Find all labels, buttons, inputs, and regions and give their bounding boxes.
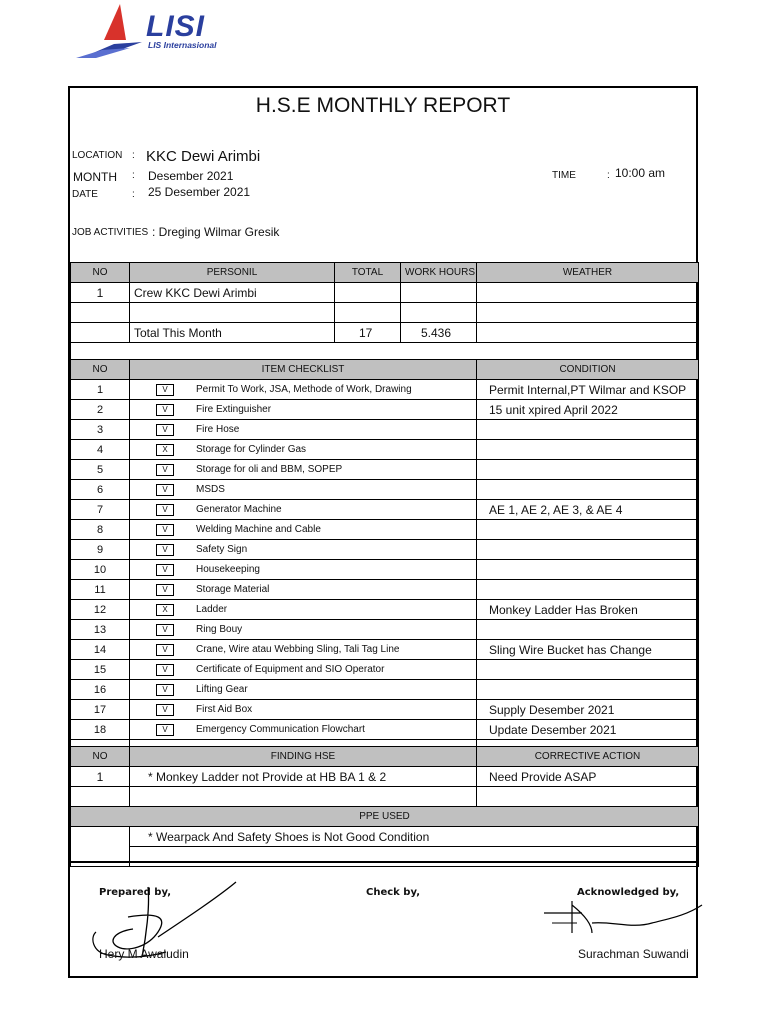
checklist-condition xyxy=(477,440,699,460)
cell: 1 xyxy=(71,767,130,787)
checklist-item-label: Ring Bouy xyxy=(196,624,243,636)
report-frame xyxy=(68,86,698,978)
checklist-no: 14 xyxy=(71,640,130,660)
date-label: DATE xyxy=(72,189,98,200)
table-row xyxy=(71,323,699,343)
check-mark-box: V xyxy=(156,704,174,716)
checklist-item-cell xyxy=(130,480,477,500)
report-title: H.S.E MONTHLY REPORT xyxy=(255,94,511,117)
checklist-row xyxy=(71,600,699,620)
checklist-item-cell xyxy=(130,640,477,660)
findings-header-row xyxy=(71,747,699,767)
check-mark-box: V xyxy=(156,564,174,576)
checklist-condition: Update Desember 2021 xyxy=(477,720,699,740)
logo-sail-icon xyxy=(74,2,154,60)
cell xyxy=(477,303,699,323)
checklist-item-cell xyxy=(130,540,477,560)
job-activities-value: : Dreging Wilmar Gresik xyxy=(152,225,280,239)
ppe-header: PPE USED xyxy=(71,807,699,827)
time-label: TIME xyxy=(552,170,576,181)
check-mark-box: V xyxy=(156,544,174,556)
checklist-condition xyxy=(477,680,699,700)
cell: 17 xyxy=(335,323,401,343)
personnel-table xyxy=(70,262,699,363)
checklist-item-label: Generator Machine xyxy=(196,504,282,516)
checklist-item-cell xyxy=(130,460,477,480)
checklist-no: 7 xyxy=(71,500,130,520)
cell xyxy=(401,283,477,303)
checklist-no: 1 xyxy=(71,380,130,400)
checklist-item-label: Certificate of Equipment and SIO Operator xyxy=(196,664,385,676)
checklist-condition: AE 1, AE 2, AE 3, & AE 4 xyxy=(477,500,699,520)
checklist-no: 15 xyxy=(71,660,130,680)
checklist-no: 9 xyxy=(71,540,130,560)
checklist-no: 8 xyxy=(71,520,130,540)
checklist-condition xyxy=(477,560,699,580)
checklist-item-label: Fire Extinguisher xyxy=(196,404,272,416)
checklist-item-label: Storage Material xyxy=(196,584,270,596)
checklist-item-cell xyxy=(130,440,477,460)
checklist-item-cell xyxy=(130,720,477,740)
checklist-item-cell xyxy=(130,620,477,640)
check-mark-box: V xyxy=(156,424,174,436)
checklist-no: 18 xyxy=(71,720,130,740)
checklist-table xyxy=(70,359,699,760)
checklist-item-label: MSDS xyxy=(196,484,225,496)
location-value: KKC Dewi Arimbi xyxy=(146,148,261,165)
col-header-no: NO xyxy=(71,360,130,380)
col-header-total: TOTAL xyxy=(335,263,401,283)
checklist-row xyxy=(71,620,699,640)
checklist-row xyxy=(71,680,699,700)
checklist-condition: Monkey Ladder Has Broken xyxy=(477,600,699,620)
checklist-item-label: Emergency Communication Flowchart xyxy=(196,724,365,736)
time-value: 10:00 am xyxy=(615,166,666,180)
checklist-row xyxy=(71,420,699,440)
checklist-no: 13 xyxy=(71,620,130,640)
checklist-condition xyxy=(477,660,699,680)
check-mark-box: V xyxy=(156,464,174,476)
checklist-item-label: Crane, Wire atau Webbing Sling, Tali Tag Line xyxy=(196,644,400,656)
job-activities-label: JOB ACTIVITIES xyxy=(72,227,149,238)
cell xyxy=(130,787,477,807)
checklist-no: 5 xyxy=(71,460,130,480)
checklist-condition xyxy=(477,580,699,600)
time-colon: : xyxy=(607,170,610,181)
col-header-no: NO xyxy=(71,747,130,767)
checklist-condition xyxy=(477,520,699,540)
checklist-no: 16 xyxy=(71,680,130,700)
checklist-item-cell xyxy=(130,420,477,440)
col-header-item-checklist: ITEM CHECKLIST xyxy=(130,360,477,380)
checklist-item-cell xyxy=(130,580,477,600)
checklist-item-cell xyxy=(130,520,477,540)
checklist-item-label: Lifting Gear xyxy=(196,684,248,696)
month-colon: : xyxy=(132,170,135,181)
prepared-by-label: Prepared by, xyxy=(99,887,172,898)
checklist-no: 6 xyxy=(71,480,130,500)
checklist-item-label: Permit To Work, JSA, Methode of Work, Drawing xyxy=(196,384,412,396)
checklist-condition xyxy=(477,460,699,480)
checklist-row xyxy=(71,660,699,680)
checklist-row xyxy=(71,700,699,720)
checklist-condition: Supply Desember 2021 xyxy=(477,700,699,720)
checklist-item-cell xyxy=(130,400,477,420)
checklist-row xyxy=(71,720,699,740)
check-mark-box: X xyxy=(156,444,174,456)
cell xyxy=(477,787,699,807)
checklist-item-label: First Aid Box xyxy=(196,704,253,716)
checklist-item-cell xyxy=(130,500,477,520)
checklist-row xyxy=(71,520,699,540)
checklist-row xyxy=(71,560,699,580)
checklist-item-cell xyxy=(130,380,477,400)
checklist-item-label: Storage for oli and BBM, SOPEP xyxy=(196,464,343,476)
check-by-label: Check by, xyxy=(366,887,420,898)
checklist-item-cell xyxy=(130,560,477,580)
check-mark-box: X xyxy=(156,604,174,616)
checklist-item-label: Welding Machine and Cable xyxy=(196,524,321,536)
checklist-condition xyxy=(477,420,699,440)
checklist-item-cell xyxy=(130,660,477,680)
acknowledged-signature-icon xyxy=(542,893,704,948)
checklist-row xyxy=(71,500,699,520)
col-header-personil: PERSONIL xyxy=(130,263,335,283)
cell xyxy=(130,303,335,323)
checklist-item-label: Storage for Cylinder Gas xyxy=(196,444,307,456)
cell xyxy=(71,787,130,807)
checklist-no: 2 xyxy=(71,400,130,420)
checklist-no: 17 xyxy=(71,700,130,720)
check-mark-box: V xyxy=(156,664,174,676)
checklist-item-cell xyxy=(130,680,477,700)
findings-table xyxy=(70,746,699,867)
checklist-condition: Sling Wire Bucket has Change xyxy=(477,640,699,660)
checklist-row xyxy=(71,540,699,560)
cell: Total This Month xyxy=(130,323,335,343)
month-label: MONTH xyxy=(73,170,117,184)
check-mark-box: V xyxy=(156,624,174,636)
checklist-item-cell xyxy=(130,600,477,620)
col-header-corrective-action: CORRECTIVE ACTION xyxy=(477,747,699,767)
checklist-no: 3 xyxy=(71,420,130,440)
cell xyxy=(477,323,699,343)
checklist-no: 11 xyxy=(71,580,130,600)
checklist-row xyxy=(71,380,699,400)
prepared-by-name: Hery M Awaludin xyxy=(99,947,189,961)
location-colon: : xyxy=(132,150,135,161)
ppe-text: * Wearpack And Safety Shoes is Not Good Condition xyxy=(130,827,699,847)
date-value: 25 Desember 2021 xyxy=(148,185,251,199)
ppe-header-row xyxy=(71,807,699,827)
checklist-row xyxy=(71,480,699,500)
checklist-condition: Permit Internal,PT Wilmar and KSOP xyxy=(477,380,699,400)
checklist-row xyxy=(71,640,699,660)
cell: 5.436 xyxy=(401,323,477,343)
cell: 1 xyxy=(71,283,130,303)
logo-subtitle: LIS Internasional xyxy=(148,40,217,50)
checklist-item-label: Housekeeping xyxy=(196,564,260,576)
check-mark-box: V xyxy=(156,584,174,596)
check-mark-box: V xyxy=(156,684,174,696)
table-row xyxy=(71,767,699,787)
checklist-no: 12 xyxy=(71,600,130,620)
cell xyxy=(71,303,130,323)
checklist-item-cell xyxy=(130,700,477,720)
table-row xyxy=(71,283,699,303)
table-row xyxy=(71,303,699,323)
signature-section xyxy=(70,861,696,980)
checklist-row xyxy=(71,580,699,600)
cell xyxy=(335,283,401,303)
date-colon: : xyxy=(132,189,135,200)
checklist-row xyxy=(71,400,699,420)
check-mark-box: V xyxy=(156,524,174,536)
col-header-weather: WEATHER xyxy=(477,263,699,283)
acknowledged-by-name: Surachman Suwandi xyxy=(578,947,689,961)
cell: * Monkey Ladder not Provide at HB BA 1 & 2 xyxy=(130,767,477,787)
logo-name: LISI xyxy=(146,10,206,43)
check-mark-box: V xyxy=(156,644,174,656)
checklist-row xyxy=(71,440,699,460)
cell: Crew KKC Dewi Arimbi xyxy=(130,283,335,303)
cell xyxy=(335,303,401,323)
table-row xyxy=(71,827,699,847)
checklist-item-label: Ladder xyxy=(196,604,228,616)
checklist-condition: 15 unit xpired April 2022 xyxy=(477,400,699,420)
table-row xyxy=(71,787,699,807)
checklist-row xyxy=(71,460,699,480)
checklist-condition xyxy=(477,540,699,560)
col-header-condition: CONDITION xyxy=(477,360,699,380)
checklist-no: 4 xyxy=(71,440,130,460)
cell: Need Provide ASAP xyxy=(477,767,699,787)
checklist-item-label: Fire Hose xyxy=(196,424,240,436)
location-label: LOCATION xyxy=(72,150,123,161)
check-mark-box: V xyxy=(156,484,174,496)
check-mark-box: V xyxy=(156,724,174,736)
checklist-item-label: Safety Sign xyxy=(196,544,248,556)
check-mark-box: V xyxy=(156,504,174,516)
cell xyxy=(477,283,699,303)
personnel-header-row xyxy=(71,263,699,283)
acknowledged-by-label: Acknowledged by, xyxy=(577,887,680,898)
checklist-condition xyxy=(477,620,699,640)
cell xyxy=(401,303,477,323)
cell xyxy=(71,323,130,343)
checklist-condition xyxy=(477,480,699,500)
col-header-work-hours: WORK HOURS xyxy=(401,263,477,283)
checklist-no: 10 xyxy=(71,560,130,580)
col-header-finding-hse: FINDING HSE xyxy=(130,747,477,767)
checklist-header-row xyxy=(71,360,699,380)
month-value: Desember 2021 xyxy=(148,169,234,183)
col-header-no: NO xyxy=(71,263,130,283)
check-mark-box: V xyxy=(156,404,174,416)
check-mark-box: V xyxy=(156,384,174,396)
